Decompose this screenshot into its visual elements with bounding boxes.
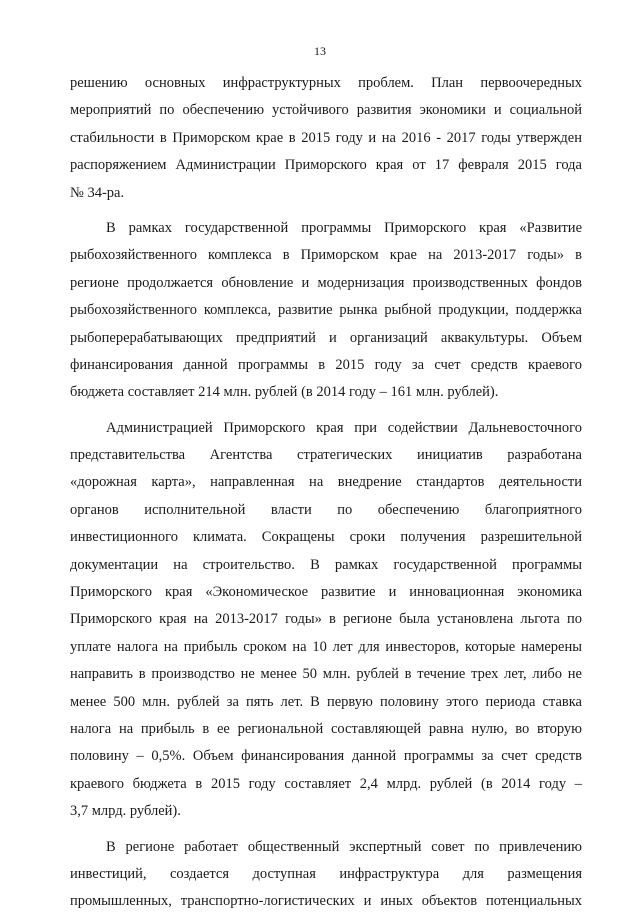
text-line: «дорожная карта», направленная на внедрение стандартов деятельности (70, 474, 582, 491)
text-line: органов исполнительной власти по обеспечению благоприятного (70, 501, 582, 518)
text-line: инвестиций, создается доступная инфраструктура для размещения (70, 865, 582, 882)
text-line: менее 500 млн. рублей за пять лет. В первую половину этого периода ставка (70, 693, 582, 710)
text-line: направить в производство не менее 50 млн. рублей в течение трех лет, либо не (70, 666, 582, 683)
text-line: налога на прибыль в ее региональной составляющей равна нулю, во вторую (70, 720, 582, 737)
text-line: рыбохозяйственного комплекса в Приморском крае на 2013-2017 годы» в (70, 247, 582, 264)
text-line: финансирования данной программы в 2015 году за счет средств краевого (70, 356, 582, 373)
text-line: решению основных инфраструктурных проблем. План первоочередных (70, 75, 582, 91)
text-line: рыбохозяйственного комплекса, развитие рынка рыбной продукции, поддержка (70, 302, 582, 319)
page-number: 13 (314, 44, 326, 58)
text-line: регионе продолжается обновление и модернизация производственных фондов (70, 274, 582, 291)
document-body (70, 70, 582, 916)
paragraph-gap (70, 407, 582, 415)
paragraph (70, 415, 582, 826)
text-line: уплате налога на прибыль сроком на 10 лет для инвесторов, которые намерены (70, 638, 582, 655)
paragraph (70, 70, 582, 207)
text-line: распоряжением Администрации Приморского края от 17 февраля 2015 года (70, 157, 582, 174)
text-line: краевого бюджета в 2015 году составляет 2,4 млрд. рублей (в 2014 году – (70, 775, 582, 792)
paragraph-gap (70, 826, 582, 834)
paragraph-gap (70, 207, 582, 215)
text-line: мероприятий по обеспечению устойчивого развития экономики и социальной (70, 102, 582, 119)
text-line: стабильности в Приморском крае в 2015 году и на 2016 - 2017 годы утвержден (70, 129, 582, 146)
text-line: представительства Агентства стратегических инициатив разработана (70, 447, 582, 464)
text-line: № 34-ра. (70, 184, 125, 201)
paragraph (70, 834, 582, 916)
text-line: бюджета составляет 214 млн. рублей (в 2014 году – 161 млн. рублей). (70, 384, 499, 401)
text-line: инвестиционного климата. Сокращены сроки получения разрешительной (70, 529, 582, 546)
text-line: Приморского края «Экономическое развитие и инновационная экономика (70, 584, 582, 601)
text-line: В рамках государственной программы Приморского края «Развитие (106, 219, 582, 236)
text-line: Приморского края на 2013-2017 годы» в регионе была установлена льгота по (70, 611, 582, 628)
text-line: Администрацией Приморского края при содействии Дальневосточного (106, 419, 582, 436)
text-line: рыбоперерабатывающих предприятий и организаций аквакультуры. Объем (70, 329, 582, 346)
text-line: документации на строительство. В рамках государственной программы (70, 556, 582, 573)
text-line: промышленных, транспортно-логистических и иных объектов потенциальных (70, 893, 582, 910)
paragraph (70, 215, 582, 407)
text-line: половину – 0,5%. Объем финансирования данной программы за счет средств (70, 748, 582, 765)
text-line: 3,7 млрд. рублей). (70, 803, 181, 820)
text-line: В регионе работает общественный экспертный совет по привлечению (106, 838, 582, 855)
